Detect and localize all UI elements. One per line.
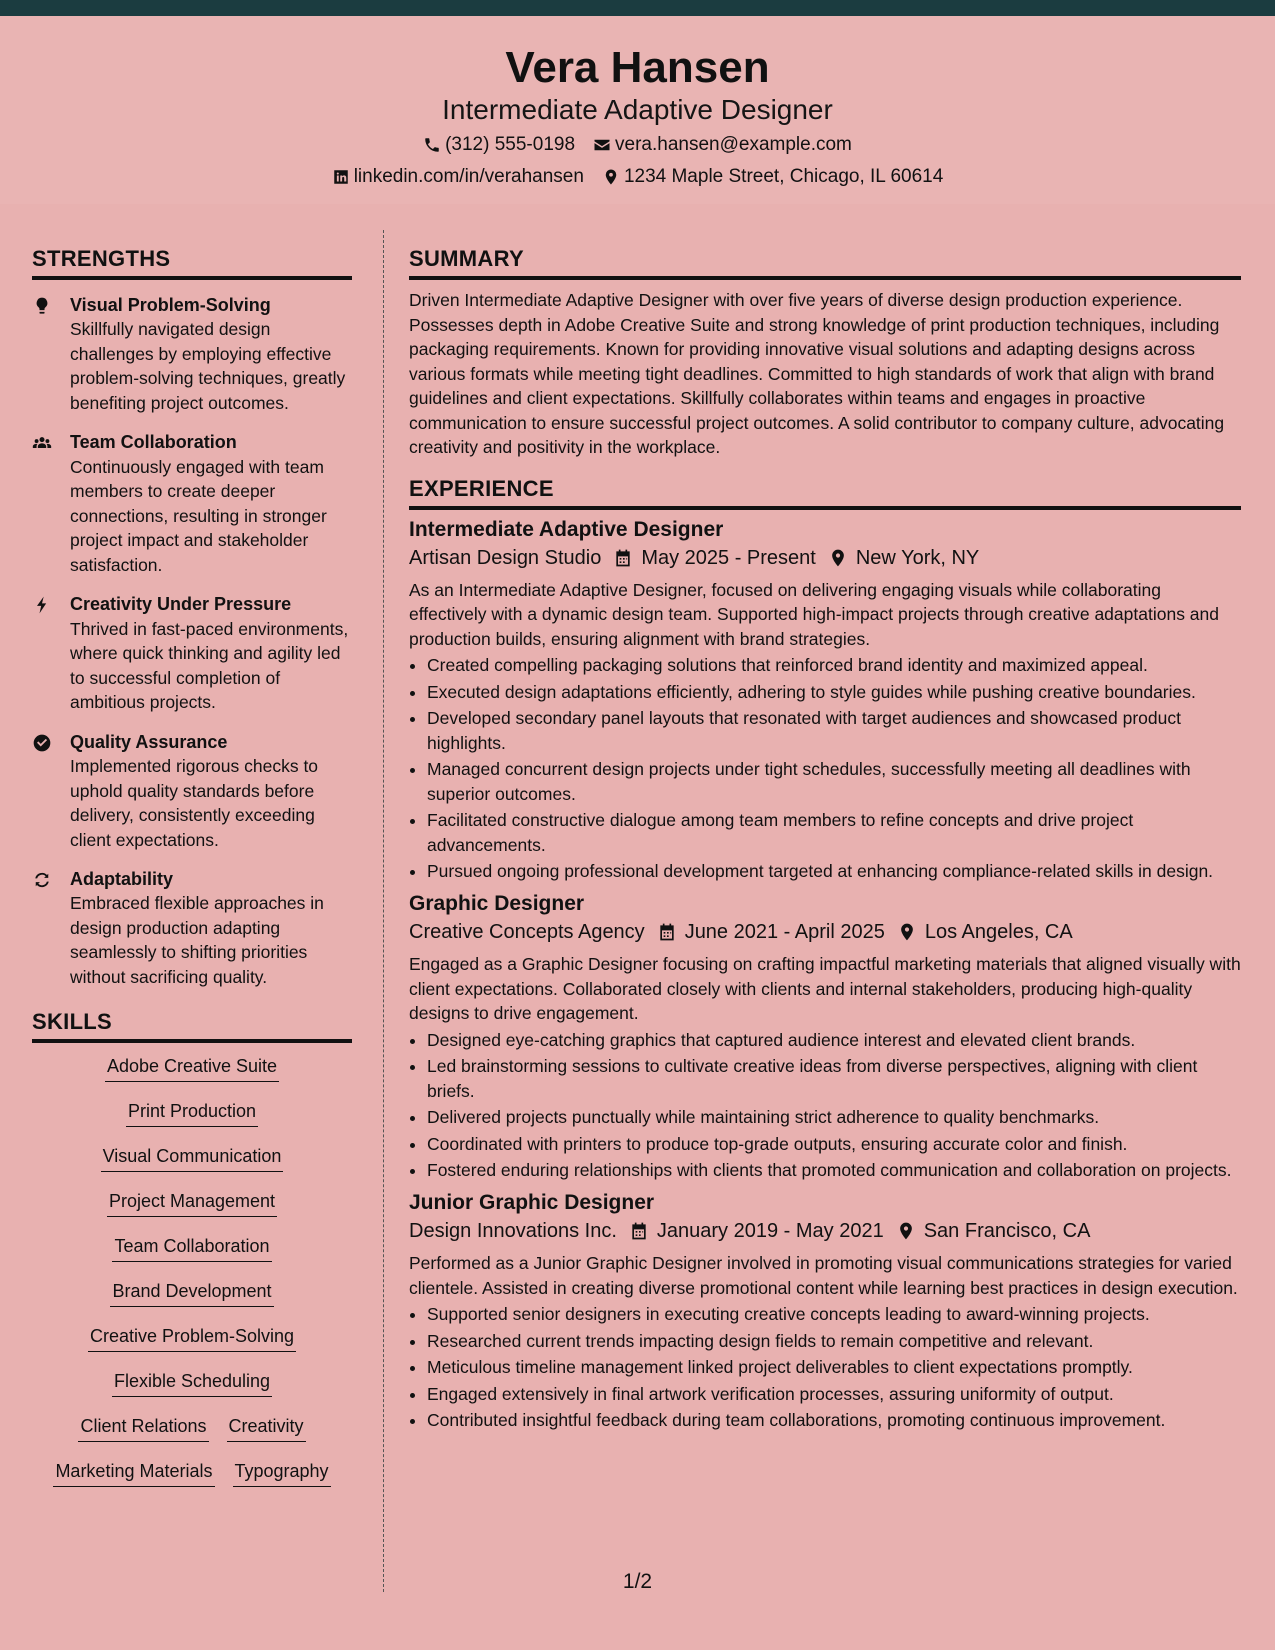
job-bullets [409, 1302, 1241, 1433]
strength-desc: Continuously engaged with team members to create deeper connections, resulting in stronger project impact and stakeholder satisfaction. [70, 456, 327, 575]
strength-desc: Skillfully navigated design challenges by employing effective problem-solving techniques, greatly benefiting project outcomes. [70, 319, 346, 413]
address-contact [602, 166, 943, 189]
strength-title: Team Collaboration [70, 432, 237, 453]
address-text: 1234 Maple Street, Chicago, IL 60614 [623, 166, 944, 187]
bullet-item: • Contributed insightful feedback during team collaborations, promoting continuous improvement. [427, 1408, 1241, 1433]
summary-text: Driven Intermediate Adaptive Designer with over five years of diverse design production experience. Possesses depth in Adobe Creative Suite and strong knowledge of print production techniques, including packaging requirements. Known for providing innovative visual solutions and adapting designs across various formats while meeting tight deadlines. Committed to high standards of work that align with brand guidelines and client expectations. Skillfully collaborates within teams and engages in proactive communication to ensure successful project outcomes. A solid contributor to company culture, advocating creativity and positivity in the workplace. [409, 290, 1225, 457]
contact-row-2 [0, 166, 1275, 189]
job-entry [409, 516, 1241, 884]
top-bar [0, 0, 1275, 16]
strength-item [32, 868, 352, 989]
email-text[interactable]: vera.hansen@example.com [615, 134, 852, 155]
skill-tag: Team Collaboration [112, 1235, 271, 1261]
job-meta [409, 544, 1241, 572]
strength-title: Quality Assurance [70, 731, 228, 752]
calendar-icon [657, 922, 677, 942]
skill-tag: Creative Problem-Solving [88, 1325, 296, 1351]
skill-tag: Flexible Scheduling [112, 1370, 272, 1396]
column-divider [383, 230, 384, 1592]
lightbulb-icon [32, 296, 52, 316]
job-dates: January 2019 - May 2021 [656, 1220, 884, 1243]
bullet-item: • Engaged extensively in final artwork verification processes, assuring uniformity of output. [427, 1382, 1241, 1407]
bullet-item: • Facilitated constructive dialogue among team members to refine concepts and drive project advancements. [427, 808, 1241, 857]
job-entry [409, 890, 1241, 1183]
map-pin-icon [602, 168, 620, 186]
phone-contact [423, 134, 575, 157]
bullet-item: • Meticulous timeline management linked project deliverables to client expectations promptly. [427, 1355, 1241, 1380]
map-pin-icon [896, 1221, 916, 1241]
bullet-item: • Fostered enduring relationships with clients that promoted communication and collaboration on projects. [427, 1158, 1241, 1183]
strength-desc: Thrived in fast-paced environments, where quick thinking and agility led to successful completion of ambitious projects. [70, 618, 349, 713]
job-bullets [409, 1028, 1241, 1183]
job-description: As an Intermediate Adaptive Designer, focused on delivering engaging visuals while collaborating effectively with a dynamic design team. Supported high-impact projects through creative adaptations and production builds, ensuring alignment with brand strategies. [409, 579, 1219, 649]
phone-text: (312) 555-0198 [445, 134, 576, 155]
strength-item [32, 731, 352, 852]
contact-row-1 [0, 134, 1275, 157]
experience-heading: EXPERIENCE [409, 476, 1241, 510]
linkedin-icon [332, 168, 350, 186]
summary-heading: SUMMARY [409, 246, 1241, 280]
strength-desc: Implemented rigorous checks to uphold quality standards before delivery, consistently exceeding client expectations. [70, 756, 319, 850]
resume-header [0, 16, 1275, 204]
bullet-item: • Delivered projects punctually while maintaining strict adherence to quality benchmarks. [427, 1105, 1241, 1130]
job-description: Engaged as a Graphic Designer focusing on crafting impactful marketing materials that aligned visually with client expectations. Collaborated closely with clients and internal stakeholders, producing high-quality designs to drive engagement. [409, 954, 1241, 1024]
refresh-icon [32, 870, 52, 890]
bullet-item: • Created compelling packaging solutions that reinforced brand identity and maximized appeal. [427, 653, 1241, 678]
skill-tag: Brand Development [110, 1280, 273, 1306]
skills-heading: SKILLS [32, 1009, 352, 1043]
job-bullets [409, 653, 1241, 884]
strength-item [32, 431, 352, 577]
strengths-list [32, 294, 352, 989]
bullet-item: • Pursued ongoing professional development targeted at enhancing compliance-related skills in design. [427, 859, 1241, 884]
bullet-item: • Supported senior designers in executing creative concepts leading to award-winning projects. [427, 1302, 1241, 1327]
bolt-icon [32, 595, 52, 615]
strength-desc: Embraced flexible approaches in design production adapting seamlessly to shifting priorities without sacrificing quality. [70, 893, 324, 987]
job-meta [409, 1217, 1241, 1245]
map-pin-icon [828, 548, 848, 568]
skill-tag: Adobe Creative Suite [105, 1055, 279, 1081]
phone-icon [423, 136, 441, 154]
job-company: Creative Concepts Agency [409, 921, 645, 944]
bullet-item: • Designed eye-catching graphics that captured audience interest and elevated client brands. [427, 1028, 1241, 1053]
strength-title: Creativity Under Pressure [70, 594, 292, 615]
skill-tag: Visual Communication [101, 1145, 284, 1171]
left-column [32, 246, 352, 1505]
skill-tag: Project Management [107, 1190, 277, 1216]
job-location: Los Angeles, CA [924, 921, 1073, 944]
skill-tag: Typography [233, 1460, 331, 1486]
candidate-name: Vera Hansen [505, 43, 770, 92]
users-icon [32, 433, 52, 453]
job-title: Graphic Designer [409, 891, 585, 915]
linkedin-contact[interactable] [332, 166, 584, 189]
candidate-title: Intermediate Adaptive Designer [442, 94, 833, 125]
skill-tag: Print Production [126, 1100, 258, 1126]
calendar-icon [613, 548, 633, 568]
job-meta [409, 918, 1241, 946]
email-contact[interactable] [593, 134, 852, 157]
map-pin-icon [897, 922, 917, 942]
skill-tag: Client Relations [78, 1415, 208, 1441]
strength-title: Adaptability [70, 869, 174, 890]
strength-title: Visual Problem-Solving [70, 295, 271, 315]
job-company: Design Innovations Inc. [409, 1220, 617, 1243]
job-entry [409, 1189, 1241, 1433]
skills-list [32, 1055, 352, 1505]
strength-item [32, 593, 352, 714]
job-title: Intermediate Adaptive Designer [409, 517, 724, 541]
job-company: Artisan Design Studio [409, 546, 602, 569]
bullet-item: • Developed secondary panel layouts that resonated with target audiences and showcased product highlights. [427, 706, 1241, 755]
bullet-item: • Coordinated with printers to produce top-grade outputs, ensuring accurate color and finish. [427, 1132, 1241, 1157]
strength-item [32, 294, 352, 415]
skill-tag: Marketing Materials [53, 1460, 214, 1486]
job-location: San Francisco, CA [923, 1220, 1091, 1243]
job-dates: May 2025 - Present [641, 546, 816, 569]
job-description: Performed as a Junior Graphic Designer involved in promoting visual communications strategies for varied clientele. Assisted in creating diverse promotional content while learning best practices in design execution. [409, 1253, 1238, 1298]
job-location: New York, NY [855, 546, 980, 569]
job-dates: June 2021 - April 2025 [684, 921, 885, 944]
check-circle-icon [32, 733, 52, 753]
bullet-item: • Led brainstorming sessions to cultivate creative ideas from diverse perspectives, aligning with client briefs. [427, 1054, 1241, 1103]
bullet-item: • Managed concurrent design projects under tight schedules, successfully meeting all deadlines with superior outcomes. [427, 757, 1241, 806]
page-number: 1/2 [622, 1570, 653, 1593]
bullet-item: • Researched current trends impacting design fields to remain competitive and relevant. [427, 1329, 1241, 1354]
skill-tag: Creativity [227, 1415, 306, 1441]
calendar-icon [629, 1221, 649, 1241]
strengths-heading: STRENGTHS [32, 246, 352, 280]
right-column [409, 246, 1241, 1435]
envelope-icon [593, 136, 611, 154]
linkedin-text[interactable]: linkedin.com/in/verahansen [353, 166, 584, 187]
bullet-item: • Executed design adaptations efficiently, adhering to style guides while pushing creative boundaries. [427, 680, 1241, 705]
job-title: Junior Graphic Designer [409, 1190, 655, 1214]
